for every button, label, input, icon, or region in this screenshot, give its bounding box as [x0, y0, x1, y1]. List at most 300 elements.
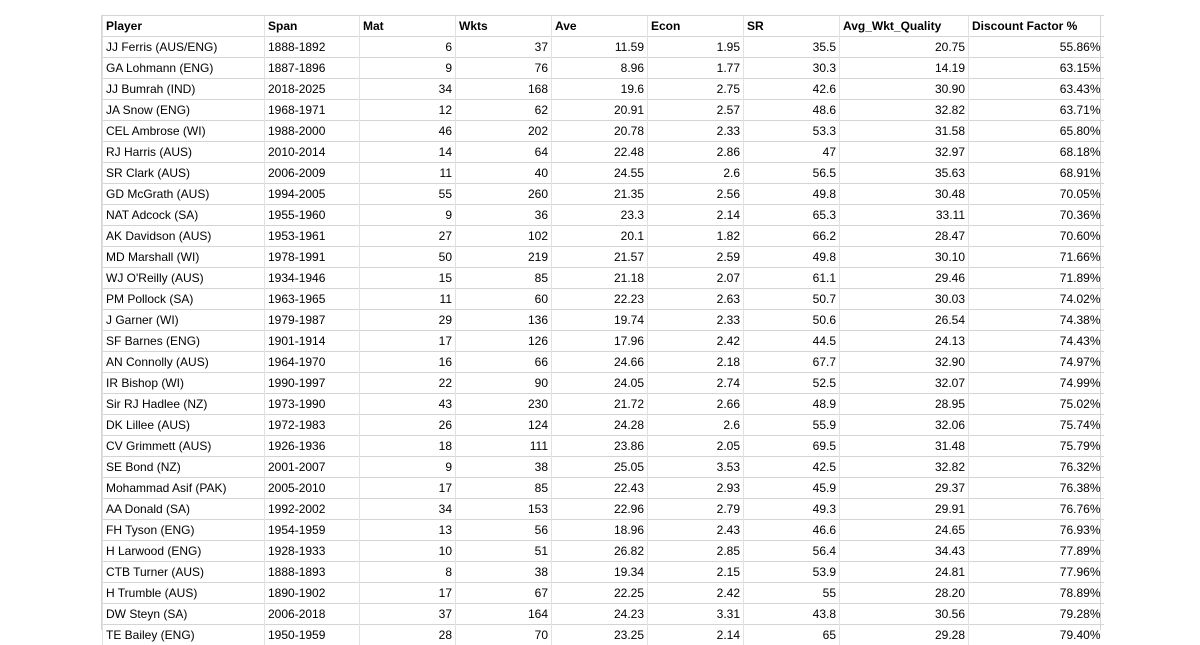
- cell-econ: 2.05: [648, 436, 744, 457]
- cell-discount-factor: 65.80%: [969, 121, 1104, 142]
- table-row: [103, 415, 1104, 436]
- cell-player: DK Lillee (AUS): [103, 415, 265, 436]
- cell-mat: 18: [360, 436, 456, 457]
- cell-player: FH Tyson (ENG): [103, 520, 265, 541]
- cell-avg-wkt-quality: 32.82: [840, 457, 969, 478]
- cell-wkts: 56: [456, 520, 552, 541]
- cell-discount-factor: 78.89%: [969, 583, 1104, 604]
- cell-ave: 19.6: [552, 79, 648, 100]
- cell-span: 1990-1997: [265, 373, 360, 394]
- cell-wkts: 90: [456, 373, 552, 394]
- cell-discount-factor: 79.28%: [969, 604, 1104, 625]
- cell-econ: 2.93: [648, 478, 744, 499]
- table-row: [103, 247, 1104, 268]
- cell-sr: 67.7: [744, 352, 840, 373]
- cell-sr: 56.4: [744, 541, 840, 562]
- cell-wkts: 40: [456, 163, 552, 184]
- cell-econ: 2.79: [648, 499, 744, 520]
- cell-sr: 46.6: [744, 520, 840, 541]
- cell-sr: 47: [744, 142, 840, 163]
- cell-span: 1964-1970: [265, 352, 360, 373]
- table-row: [103, 310, 1104, 331]
- cell-discount-factor: 77.96%: [969, 562, 1104, 583]
- table-body: [103, 37, 1104, 645]
- cell-span: 1887-1896: [265, 58, 360, 79]
- column-header-avg-wkt-quality: Avg_Wkt_Quality: [840, 16, 969, 37]
- cell-sr: 65.3: [744, 205, 840, 226]
- column-header-sr: SR: [744, 16, 840, 37]
- cell-ave: 18.96: [552, 520, 648, 541]
- cell-sr: 48.6: [744, 100, 840, 121]
- cell-player: H Larwood (ENG): [103, 541, 265, 562]
- cell-avg-wkt-quality: 14.19: [840, 58, 969, 79]
- cell-ave: 24.66: [552, 352, 648, 373]
- cell-econ: 2.74: [648, 373, 744, 394]
- cell-discount-factor: 74.38%: [969, 310, 1104, 331]
- cell-econ: 2.59: [648, 247, 744, 268]
- cell-ave: 20.78: [552, 121, 648, 142]
- cell-discount-factor: 77.89%: [969, 541, 1104, 562]
- cell-mat: 43: [360, 394, 456, 415]
- cell-mat: 55: [360, 184, 456, 205]
- cell-avg-wkt-quality: 20.75: [840, 37, 969, 58]
- column-header-mat: Mat: [360, 16, 456, 37]
- cell-mat: 6: [360, 37, 456, 58]
- cell-econ: 2.63: [648, 289, 744, 310]
- cell-avg-wkt-quality: 30.90: [840, 79, 969, 100]
- cell-wkts: 126: [456, 331, 552, 352]
- cell-ave: 22.23: [552, 289, 648, 310]
- cell-player: CV Grimmett (AUS): [103, 436, 265, 457]
- cell-player: CTB Turner (AUS): [103, 562, 265, 583]
- cell-mat: 37: [360, 604, 456, 625]
- cell-span: 2005-2010: [265, 478, 360, 499]
- cell-sr: 49.8: [744, 184, 840, 205]
- cell-econ: 3.53: [648, 457, 744, 478]
- cell-avg-wkt-quality: 30.48: [840, 184, 969, 205]
- cell-econ: 2.75: [648, 79, 744, 100]
- cell-econ: 2.57: [648, 100, 744, 121]
- cell-span: 1954-1959: [265, 520, 360, 541]
- cell-player: JJ Bumrah (IND): [103, 79, 265, 100]
- cell-span: 1994-2005: [265, 184, 360, 205]
- table-row: [103, 37, 1104, 58]
- cell-ave: 22.48: [552, 142, 648, 163]
- cell-discount-factor: 75.74%: [969, 415, 1104, 436]
- cell-sr: 66.2: [744, 226, 840, 247]
- cell-avg-wkt-quality: 30.10: [840, 247, 969, 268]
- cell-discount-factor: 76.93%: [969, 520, 1104, 541]
- cell-sr: 53.9: [744, 562, 840, 583]
- cell-sr: 56.5: [744, 163, 840, 184]
- cell-mat: 13: [360, 520, 456, 541]
- cell-wkts: 36: [456, 205, 552, 226]
- cell-sr: 49.3: [744, 499, 840, 520]
- cell-span: 1926-1936: [265, 436, 360, 457]
- cell-discount-factor: 63.15%: [969, 58, 1104, 79]
- cell-player: RJ Harris (AUS): [103, 142, 265, 163]
- cell-mat: 9: [360, 457, 456, 478]
- cell-player: AN Connolly (AUS): [103, 352, 265, 373]
- cell-span: 1953-1961: [265, 226, 360, 247]
- cell-wkts: 111: [456, 436, 552, 457]
- cell-avg-wkt-quality: 32.90: [840, 352, 969, 373]
- cell-span: 1934-1946: [265, 268, 360, 289]
- cell-econ: 2.42: [648, 583, 744, 604]
- cell-econ: 2.43: [648, 520, 744, 541]
- cell-player: WJ O'Reilly (AUS): [103, 268, 265, 289]
- table-row: [103, 331, 1104, 352]
- cell-mat: 16: [360, 352, 456, 373]
- table-row: [103, 394, 1104, 415]
- cell-ave: 24.23: [552, 604, 648, 625]
- cell-player: J Garner (WI): [103, 310, 265, 331]
- cell-econ: 2.56: [648, 184, 744, 205]
- cell-econ: 2.18: [648, 352, 744, 373]
- cell-avg-wkt-quality: 24.65: [840, 520, 969, 541]
- cell-mat: 50: [360, 247, 456, 268]
- cell-mat: 14: [360, 142, 456, 163]
- cell-sr: 55: [744, 583, 840, 604]
- cell-ave: 23.3: [552, 205, 648, 226]
- cell-span: 1901-1914: [265, 331, 360, 352]
- table-row: [103, 562, 1104, 583]
- cell-sr: 35.5: [744, 37, 840, 58]
- column-header-discount-factor: Discount Factor %: [969, 16, 1104, 37]
- cell-wkts: 64: [456, 142, 552, 163]
- cell-span: 1979-1987: [265, 310, 360, 331]
- cell-econ: 1.95: [648, 37, 744, 58]
- cell-span: 1888-1892: [265, 37, 360, 58]
- cell-player: SR Clark (AUS): [103, 163, 265, 184]
- cell-wkts: 153: [456, 499, 552, 520]
- cell-wkts: 260: [456, 184, 552, 205]
- cell-econ: 2.14: [648, 625, 744, 645]
- table-row: [103, 457, 1104, 478]
- table-row: [103, 604, 1104, 625]
- cell-mat: 29: [360, 310, 456, 331]
- cell-sr: 55.9: [744, 415, 840, 436]
- table-row: [103, 436, 1104, 457]
- cell-econ: 2.85: [648, 541, 744, 562]
- cell-avg-wkt-quality: 32.07: [840, 373, 969, 394]
- cell-sr: 30.3: [744, 58, 840, 79]
- cell-discount-factor: 70.60%: [969, 226, 1104, 247]
- cell-span: 2006-2009: [265, 163, 360, 184]
- table-row: [103, 583, 1104, 604]
- cell-sr: 53.3: [744, 121, 840, 142]
- cell-mat: 34: [360, 79, 456, 100]
- cell-span: 2001-2007: [265, 457, 360, 478]
- cell-sr: 42.5: [744, 457, 840, 478]
- cell-avg-wkt-quality: 29.28: [840, 625, 969, 645]
- cell-span: 1955-1960: [265, 205, 360, 226]
- cell-avg-wkt-quality: 35.63: [840, 163, 969, 184]
- column-header-player: Player: [103, 16, 265, 37]
- cell-wkts: 38: [456, 457, 552, 478]
- cell-discount-factor: 74.43%: [969, 331, 1104, 352]
- cell-discount-factor: 55.86%: [969, 37, 1104, 58]
- table-row: [103, 58, 1104, 79]
- cell-discount-factor: 75.02%: [969, 394, 1104, 415]
- table-row: [103, 352, 1104, 373]
- table-row: [103, 268, 1104, 289]
- cell-ave: 19.34: [552, 562, 648, 583]
- cell-wkts: 85: [456, 478, 552, 499]
- cell-avg-wkt-quality: 24.81: [840, 562, 969, 583]
- cell-wkts: 62: [456, 100, 552, 121]
- cell-wkts: 124: [456, 415, 552, 436]
- bowling-stats-table: [102, 15, 1104, 645]
- cell-discount-factor: 71.89%: [969, 268, 1104, 289]
- cell-wkts: 164: [456, 604, 552, 625]
- cell-wkts: 230: [456, 394, 552, 415]
- cell-avg-wkt-quality: 26.54: [840, 310, 969, 331]
- cell-avg-wkt-quality: 29.37: [840, 478, 969, 499]
- cell-span: 1928-1933: [265, 541, 360, 562]
- table-row: [103, 163, 1104, 184]
- table-row: [103, 625, 1104, 645]
- cell-wkts: 66: [456, 352, 552, 373]
- spreadsheet: [101, 15, 1101, 630]
- cell-sr: 45.9: [744, 478, 840, 499]
- cell-span: 1992-2002: [265, 499, 360, 520]
- cell-wkts: 136: [456, 310, 552, 331]
- table-row: [103, 520, 1104, 541]
- cell-player: Mohammad Asif (PAK): [103, 478, 265, 499]
- cell-avg-wkt-quality: 29.91: [840, 499, 969, 520]
- cell-econ: 2.42: [648, 331, 744, 352]
- cell-ave: 23.86: [552, 436, 648, 457]
- cell-econ: 2.33: [648, 121, 744, 142]
- cell-player: H Trumble (AUS): [103, 583, 265, 604]
- cell-econ: 1.77: [648, 58, 744, 79]
- table-row: [103, 289, 1104, 310]
- table-row: [103, 79, 1104, 100]
- cell-ave: 24.05: [552, 373, 648, 394]
- column-header-span: Span: [265, 16, 360, 37]
- cell-player: GD McGrath (AUS): [103, 184, 265, 205]
- cell-ave: 21.18: [552, 268, 648, 289]
- cell-sr: 48.9: [744, 394, 840, 415]
- cell-mat: 9: [360, 205, 456, 226]
- table-row: [103, 478, 1104, 499]
- cell-avg-wkt-quality: 32.82: [840, 100, 969, 121]
- cell-wkts: 102: [456, 226, 552, 247]
- cell-discount-factor: 68.91%: [969, 163, 1104, 184]
- cell-mat: 9: [360, 58, 456, 79]
- cell-wkts: 202: [456, 121, 552, 142]
- column-header-wkts: Wkts: [456, 16, 552, 37]
- cell-mat: 8: [360, 562, 456, 583]
- cell-discount-factor: 76.32%: [969, 457, 1104, 478]
- table-row: [103, 184, 1104, 205]
- cell-wkts: 51: [456, 541, 552, 562]
- cell-discount-factor: 74.99%: [969, 373, 1104, 394]
- cell-player: MD Marshall (WI): [103, 247, 265, 268]
- cell-sr: 52.5: [744, 373, 840, 394]
- cell-player: GA Lohmann (ENG): [103, 58, 265, 79]
- column-header-ave: Ave: [552, 16, 648, 37]
- cell-span: 1978-1991: [265, 247, 360, 268]
- cell-wkts: 38: [456, 562, 552, 583]
- cell-mat: 11: [360, 289, 456, 310]
- cell-avg-wkt-quality: 32.97: [840, 142, 969, 163]
- cell-avg-wkt-quality: 28.47: [840, 226, 969, 247]
- cell-player: SF Barnes (ENG): [103, 331, 265, 352]
- cell-econ: 1.82: [648, 226, 744, 247]
- cell-ave: 22.96: [552, 499, 648, 520]
- cell-player: IR Bishop (WI): [103, 373, 265, 394]
- cell-wkts: 219: [456, 247, 552, 268]
- cell-player: JJ Ferris (AUS/ENG): [103, 37, 265, 58]
- cell-player: NAT Adcock (SA): [103, 205, 265, 226]
- cell-sr: 61.1: [744, 268, 840, 289]
- cell-ave: 11.59: [552, 37, 648, 58]
- cell-span: 2006-2018: [265, 604, 360, 625]
- cell-player: Sir RJ Hadlee (NZ): [103, 394, 265, 415]
- cell-wkts: 85: [456, 268, 552, 289]
- cell-player: AA Donald (SA): [103, 499, 265, 520]
- cell-span: 1963-1965: [265, 289, 360, 310]
- cell-econ: 2.07: [648, 268, 744, 289]
- cell-player: PM Pollock (SA): [103, 289, 265, 310]
- table-row: [103, 499, 1104, 520]
- cell-mat: 17: [360, 331, 456, 352]
- cell-avg-wkt-quality: 30.03: [840, 289, 969, 310]
- cell-ave: 22.43: [552, 478, 648, 499]
- cell-discount-factor: 63.71%: [969, 100, 1104, 121]
- cell-span: 1988-2000: [265, 121, 360, 142]
- cell-econ: 2.6: [648, 415, 744, 436]
- cell-wkts: 60: [456, 289, 552, 310]
- table-row: [103, 541, 1104, 562]
- table-row: [103, 142, 1104, 163]
- cell-player: JA Snow (ENG): [103, 100, 265, 121]
- cell-mat: 15: [360, 268, 456, 289]
- cell-ave: 21.72: [552, 394, 648, 415]
- cell-mat: 17: [360, 478, 456, 499]
- cell-mat: 34: [360, 499, 456, 520]
- cell-ave: 26.82: [552, 541, 648, 562]
- table-row: [103, 226, 1104, 247]
- cell-span: 1888-1893: [265, 562, 360, 583]
- cell-econ: 3.31: [648, 604, 744, 625]
- cell-sr: 50.7: [744, 289, 840, 310]
- table-row: [103, 373, 1104, 394]
- cell-discount-factor: 70.05%: [969, 184, 1104, 205]
- cell-avg-wkt-quality: 31.58: [840, 121, 969, 142]
- cell-mat: 27: [360, 226, 456, 247]
- cell-discount-factor: 71.66%: [969, 247, 1104, 268]
- cell-avg-wkt-quality: 33.11: [840, 205, 969, 226]
- cell-econ: 2.6: [648, 163, 744, 184]
- cell-sr: 42.6: [744, 79, 840, 100]
- cell-player: SE Bond (NZ): [103, 457, 265, 478]
- cell-discount-factor: 70.36%: [969, 205, 1104, 226]
- cell-discount-factor: 63.43%: [969, 79, 1104, 100]
- cell-sr: 44.5: [744, 331, 840, 352]
- cell-sr: 69.5: [744, 436, 840, 457]
- header-row: [103, 16, 1104, 37]
- cell-span: 1972-1983: [265, 415, 360, 436]
- cell-ave: 8.96: [552, 58, 648, 79]
- cell-avg-wkt-quality: 32.06: [840, 415, 969, 436]
- cell-avg-wkt-quality: 29.46: [840, 268, 969, 289]
- cell-span: 1950-1959: [265, 625, 360, 645]
- cell-ave: 19.74: [552, 310, 648, 331]
- cell-econ: 2.33: [648, 310, 744, 331]
- cell-player: DW Steyn (SA): [103, 604, 265, 625]
- cell-mat: 17: [360, 583, 456, 604]
- cell-discount-factor: 74.97%: [969, 352, 1104, 373]
- cell-wkts: 67: [456, 583, 552, 604]
- cell-mat: 26: [360, 415, 456, 436]
- cell-discount-factor: 76.38%: [969, 478, 1104, 499]
- cell-discount-factor: 68.18%: [969, 142, 1104, 163]
- cell-discount-factor: 74.02%: [969, 289, 1104, 310]
- column-header-econ: Econ: [648, 16, 744, 37]
- cell-ave: 17.96: [552, 331, 648, 352]
- cell-avg-wkt-quality: 30.56: [840, 604, 969, 625]
- cell-wkts: 168: [456, 79, 552, 100]
- cell-econ: 2.86: [648, 142, 744, 163]
- cell-sr: 50.6: [744, 310, 840, 331]
- cell-ave: 21.35: [552, 184, 648, 205]
- cell-discount-factor: 76.76%: [969, 499, 1104, 520]
- cell-ave: 23.25: [552, 625, 648, 645]
- cell-span: 1968-1971: [265, 100, 360, 121]
- cell-ave: 24.55: [552, 163, 648, 184]
- cell-wkts: 76: [456, 58, 552, 79]
- cell-discount-factor: 75.79%: [969, 436, 1104, 457]
- cell-wkts: 70: [456, 625, 552, 645]
- cell-ave: 20.1: [552, 226, 648, 247]
- cell-econ: 2.66: [648, 394, 744, 415]
- cell-span: 2010-2014: [265, 142, 360, 163]
- cell-mat: 46: [360, 121, 456, 142]
- cell-econ: 2.15: [648, 562, 744, 583]
- cell-avg-wkt-quality: 24.13: [840, 331, 969, 352]
- cell-span: 1973-1990: [265, 394, 360, 415]
- cell-ave: 24.28: [552, 415, 648, 436]
- cell-mat: 22: [360, 373, 456, 394]
- cell-sr: 49.8: [744, 247, 840, 268]
- cell-econ: 2.14: [648, 205, 744, 226]
- table-row: [103, 205, 1104, 226]
- cell-ave: 25.05: [552, 457, 648, 478]
- cell-span: 1890-1902: [265, 583, 360, 604]
- cell-mat: 11: [360, 163, 456, 184]
- cell-mat: 12: [360, 100, 456, 121]
- cell-wkts: 37: [456, 37, 552, 58]
- cell-discount-factor: 79.40%: [969, 625, 1104, 645]
- cell-sr: 43.8: [744, 604, 840, 625]
- cell-ave: 21.57: [552, 247, 648, 268]
- cell-avg-wkt-quality: 28.95: [840, 394, 969, 415]
- cell-mat: 28: [360, 625, 456, 645]
- cell-avg-wkt-quality: 28.20: [840, 583, 969, 604]
- cell-ave: 22.25: [552, 583, 648, 604]
- cell-player: TE Bailey (ENG): [103, 625, 265, 645]
- cell-ave: 20.91: [552, 100, 648, 121]
- cell-player: CEL Ambrose (WI): [103, 121, 265, 142]
- cell-sr: 65: [744, 625, 840, 645]
- cell-mat: 10: [360, 541, 456, 562]
- cell-avg-wkt-quality: 31.48: [840, 436, 969, 457]
- cell-player: AK Davidson (AUS): [103, 226, 265, 247]
- table-row: [103, 121, 1104, 142]
